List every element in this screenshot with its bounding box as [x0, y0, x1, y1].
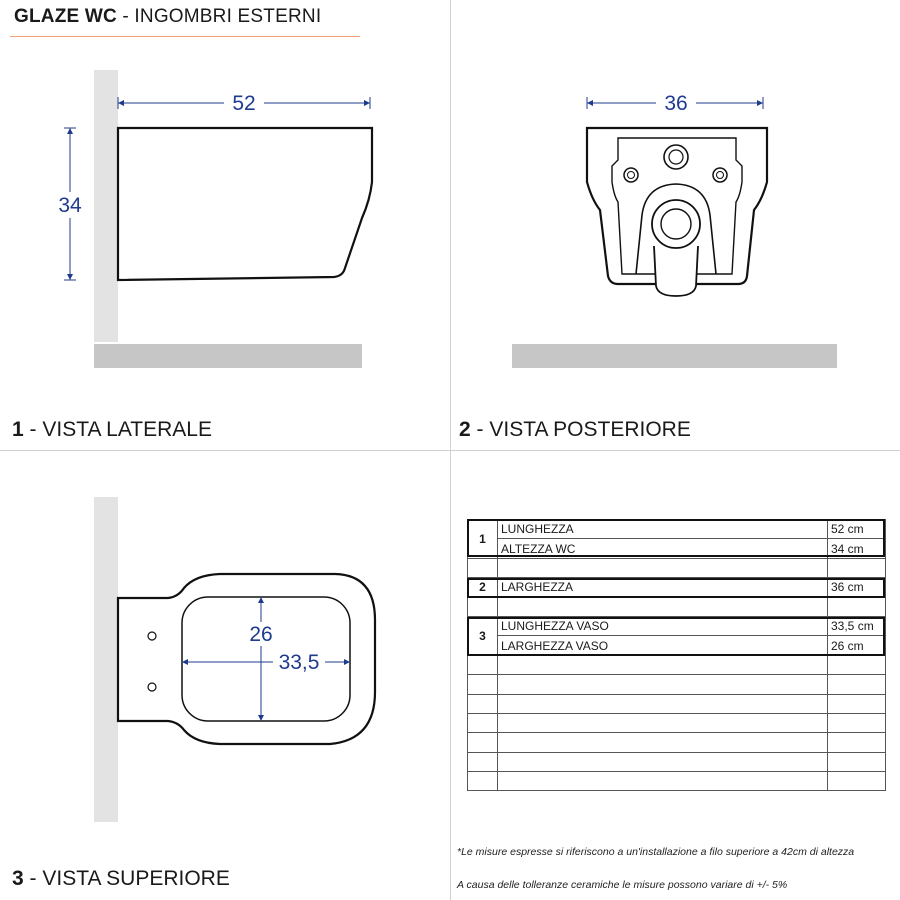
product-name: GLAZE WC: [14, 6, 117, 27]
arrow-down-icon: [67, 274, 73, 280]
floor: [94, 344, 362, 368]
floor: [512, 344, 837, 368]
row-label: [498, 752, 828, 771]
table-row: [468, 539, 886, 558]
top-view-drawing: [0, 450, 450, 900]
arrow-right-icon: [757, 100, 763, 106]
view-name: VISTA SUPERIORE: [42, 867, 230, 890]
table-row: [468, 733, 886, 752]
rear-width-label: 36: [664, 92, 688, 115]
right-fixing-hole: [713, 168, 727, 182]
left-fixing-hole: [624, 168, 638, 182]
view-3-label: [12, 867, 230, 891]
row-group-cell: [468, 733, 498, 752]
table-row: [468, 752, 886, 771]
top-fixing-hole: [664, 145, 688, 169]
table-row: [468, 616, 886, 635]
arrow-right-icon: [364, 100, 370, 106]
row-value: 33,5 cm: [828, 616, 886, 635]
arrow-left-icon: [118, 100, 124, 106]
row-label: [498, 733, 828, 752]
view-name: VISTA POSTERIORE: [489, 418, 691, 441]
row-label: LARGHEZZA VASO: [498, 636, 828, 655]
group-number: 3: [468, 616, 498, 655]
outlet-hole: [652, 200, 700, 248]
installation-note: *Le misure espresse si riferiscono a un'installazione a filo superiore a 42cm di altezza: [457, 846, 855, 858]
view-number: 1: [12, 418, 24, 441]
table-row: [468, 694, 886, 713]
row-value: 52 cm: [828, 520, 886, 539]
view-separator: -: [23, 418, 43, 441]
row-label: LUNGHEZZA VASO: [498, 616, 828, 635]
row-label: [498, 713, 828, 732]
row-label: [498, 675, 828, 694]
row-group-cell: [468, 694, 498, 713]
view-1-label: [12, 418, 212, 442]
row-label: LUNGHEZZA: [498, 520, 828, 539]
row-value: [828, 655, 886, 674]
row-group-cell: [468, 597, 498, 616]
view-number: 2: [459, 418, 471, 441]
dimensions-table: [467, 519, 886, 791]
side-length-label: 52: [232, 92, 256, 115]
table-row: [468, 578, 886, 597]
wc-side-outline: [118, 128, 372, 280]
row-value: [828, 558, 886, 577]
bowl-width-label: 26: [249, 623, 273, 646]
rear-view-drawing: [450, 0, 900, 450]
row-value: 34 cm: [828, 539, 886, 558]
row-group-cell: [468, 752, 498, 771]
row-value: [828, 752, 886, 771]
tolerance-note: A causa delle tolleranze ceramiche le misure possono variare di +/- 5%: [457, 879, 788, 891]
row-group-cell: [468, 558, 498, 577]
view-2-label: [459, 418, 691, 442]
view-separator: -: [470, 418, 490, 441]
side-view-drawing: [0, 0, 450, 450]
group-number: 1: [468, 520, 498, 559]
table-row: [468, 772, 886, 791]
row-value: [828, 713, 886, 732]
view-number: 3: [12, 867, 24, 890]
row-label: [498, 597, 828, 616]
group-number: 2: [468, 578, 498, 597]
outlet-pipe: [654, 246, 698, 296]
row-value: [828, 597, 886, 616]
row-label: LARGHEZZA: [498, 578, 828, 597]
table-row: [468, 597, 886, 616]
arrow-up-icon: [67, 128, 73, 134]
row-label: [498, 694, 828, 713]
view-separator: -: [23, 867, 43, 890]
side-height-label: 34: [58, 194, 82, 217]
table-row: [468, 713, 886, 732]
table-row: [468, 636, 886, 655]
seat-fixing-hole: [148, 632, 156, 640]
title-separator: -: [116, 6, 135, 27]
row-value: [828, 694, 886, 713]
arrow-left-icon: [587, 100, 593, 106]
row-value: [828, 772, 886, 791]
table-row: [468, 655, 886, 674]
row-value: [828, 733, 886, 752]
row-group-cell: [468, 675, 498, 694]
table-row: [468, 675, 886, 694]
row-group-cell: [468, 655, 498, 674]
row-label: [498, 558, 828, 577]
row-group-cell: [468, 772, 498, 791]
wall: [94, 497, 118, 822]
row-label: [498, 772, 828, 791]
seat-fixing-hole: [148, 683, 156, 691]
wall: [94, 70, 118, 342]
view-name: VISTA LATERALE: [42, 418, 212, 441]
row-value: [828, 675, 886, 694]
row-label: ALTEZZA WC: [498, 539, 828, 558]
table-row: [468, 558, 886, 577]
row-value: 26 cm: [828, 636, 886, 655]
title-subtitle: INGOMBRI ESTERNI: [134, 6, 322, 27]
bowl-length-label: 33,5: [278, 651, 320, 674]
row-group-cell: [468, 713, 498, 732]
row-value: 36 cm: [828, 578, 886, 597]
table-row: [468, 520, 886, 539]
row-label: [498, 655, 828, 674]
